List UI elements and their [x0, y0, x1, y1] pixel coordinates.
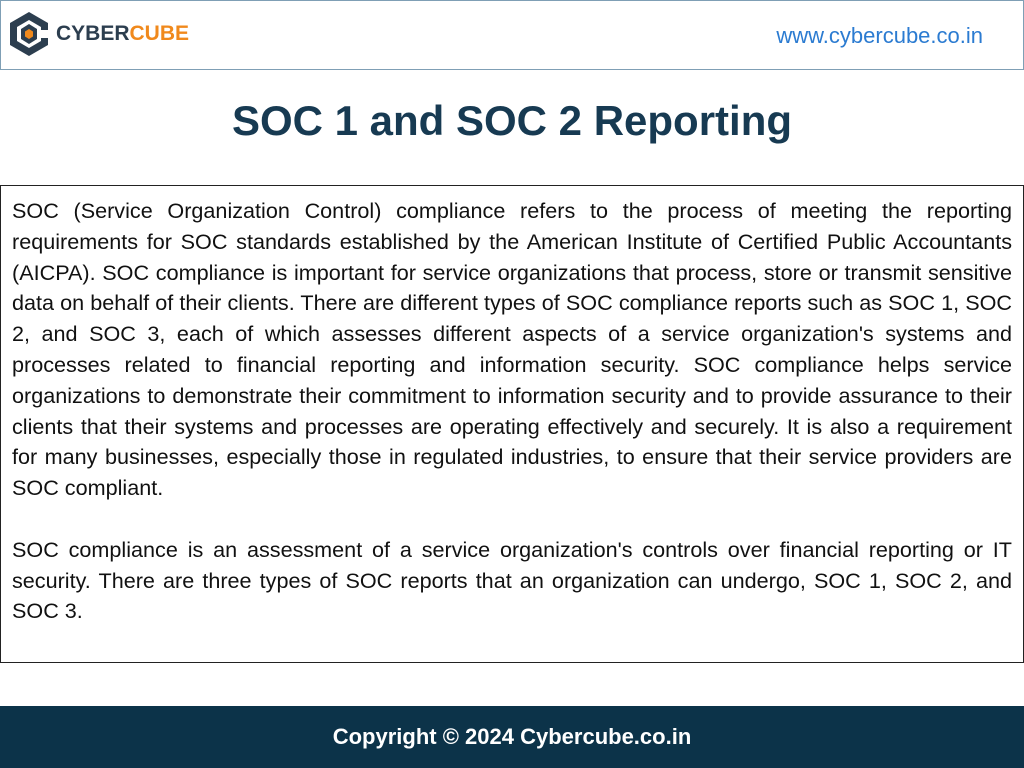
website-link[interactable]: www.cybercube.co.in — [776, 23, 983, 48]
copyright-text: Copyright © 2024 Cybercube.co.in — [332, 724, 692, 749]
cybercube-logo[interactable] — [7, 10, 189, 58]
logo-wordmark — [56, 22, 189, 46]
page-footer — [0, 706, 1024, 768]
logo-text-cube: CUBE — [129, 22, 190, 45]
content-paragraph-2: SOC compliance is an assessment of a service organization's controls over financial reporting or IT security. There are three types of SOC reports that an organization can undergo, SOC 1, SOC 2, and SOC 3. — [12, 536, 1012, 624]
logo-text-cyber: CYBER — [56, 22, 130, 45]
content-box — [0, 185, 1024, 663]
page-title: SOC 1 and SOC 2 Reporting — [231, 97, 793, 144]
cybercube-hex-logo-icon — [7, 10, 51, 58]
page-header — [0, 0, 1024, 70]
content-paragraph-1: SOC (Service Organization Control) compliance refers to the process of meeting the reporting requirements for SOC standards established by the American Institute of Certified Public Accountants (AICPA). SOC compliance is important for service organizations that process, store or transmit sensitive data on behalf of their clients. There are different types of SOC compliance reports such as SOC 1, SOC 2, and SOC 3, each of which assesses different aspects of a service organization's systems and processes related to financial reporting and information security. SOC compliance helps service organizations to demonstrate their commitment to information security and to provide assurance to their clients that their systems and processes are operating effectively and securely. It is also a requirement for many businesses, especially those in regulated industries, to ensure that their service providers are SOC compliant. — [12, 198, 1012, 501]
